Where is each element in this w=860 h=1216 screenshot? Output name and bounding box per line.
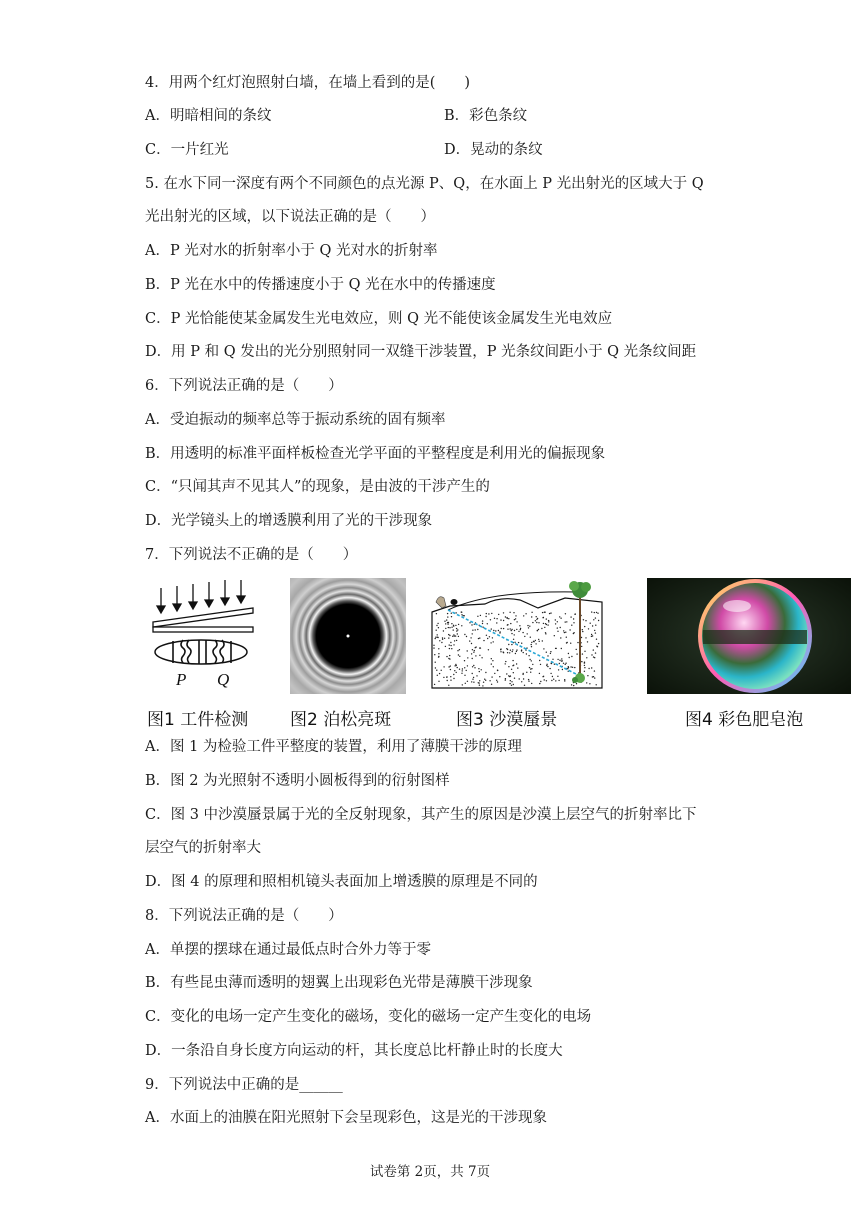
q4-option-c: C．一片红光 bbox=[145, 142, 229, 158]
figure-2-drawing bbox=[290, 578, 406, 694]
figure-4-soap-bubble bbox=[647, 578, 851, 694]
label-p: P bbox=[176, 670, 187, 689]
question-6-stem: 6．下列说法正确的是（ ） bbox=[145, 378, 343, 394]
q4-option-a: A．明暗相间的条纹 bbox=[145, 108, 272, 124]
q4-option-b: B．彩色条纹 bbox=[444, 108, 528, 124]
figure-1-workpiece bbox=[145, 578, 257, 690]
q7-option-b: B．图 2 为光照射不透明小圆板得到的衍射图样 bbox=[145, 773, 450, 789]
figure-4-drawing bbox=[647, 578, 851, 694]
q7-option-c-line-2: 层空气的折射率大 bbox=[145, 840, 261, 856]
q7-option-a: A．图 1 为检验工件平整度的装置，利用了薄膜干涉的原理 bbox=[145, 739, 522, 755]
figure-3-drawing bbox=[430, 578, 606, 690]
q5-option-d: D．用 P 和 Q 发出的光分别照射同一双缝干涉装置，P 光条纹间距小于 Q 光条纹间距 bbox=[145, 344, 697, 360]
q8-option-b: B．有些昆虫薄而透明的翅翼上出现彩色光带是薄膜干涉现象 bbox=[145, 975, 533, 991]
q7-option-d: D．图 4 的原理和照相机镜头表面加上增透膜的原理是不同的 bbox=[145, 874, 538, 890]
question-7-figures bbox=[140, 578, 852, 728]
question-8-stem: 8．下列说法正确的是（ ） bbox=[145, 908, 343, 924]
figure-3-desert-mirage bbox=[430, 578, 606, 690]
q5-option-c: C．P 光恰能使某金属发生光电效应，则 Q 光不能使该金属发生光电效应 bbox=[145, 311, 613, 327]
q4-option-d: D．晃动的条纹 bbox=[444, 142, 543, 158]
figure-1-drawing bbox=[145, 578, 257, 690]
question-5-stem-line-2: 光出射光的区域，以下说法正确的是（ ） bbox=[145, 209, 435, 225]
figure-3-caption: 图3 沙漠蜃景 bbox=[456, 710, 558, 730]
question-9-stem: 9．下列说法中正确的是______ bbox=[145, 1077, 343, 1093]
q8-option-c: C．变化的电场一定产生变化的磁场，变化的磁场一定产生变化的电场 bbox=[145, 1009, 592, 1025]
q5-option-b: B．P 光在水中的传播速度小于 Q 光在水中的传播速度 bbox=[145, 277, 496, 293]
label-q: Q bbox=[217, 670, 230, 689]
figure-2-poisson-spot bbox=[290, 578, 406, 694]
q5-option-a: A．P 光对水的折射率小于 Q 光对水的折射率 bbox=[145, 243, 438, 259]
q6-option-b: B．用透明的标准平面样板检查光学平面的平整程度是利用光的偏振现象 bbox=[145, 446, 606, 462]
figure-1-caption: 图1 工件检测 bbox=[147, 710, 249, 730]
question-7-stem: 7．下列说法不正确的是（ ） bbox=[145, 547, 358, 563]
figure-4-caption: 图4 彩色肥皂泡 bbox=[685, 710, 804, 730]
q6-option-c: C．“只闻其声不见其人”的现象，是由波的干涉产生的 bbox=[145, 479, 490, 495]
question-5-stem-line-1: 5. 在水下同一深度有两个不同颜色的点光源 P、Q，在水面上 P 光出射光的区域大于 Q bbox=[145, 176, 704, 192]
q8-option-a: A．单摆的摆球在通过最低点时合外力等于零 bbox=[145, 942, 431, 958]
figure-2-caption: 图2 泊松亮斑 bbox=[290, 710, 392, 730]
q7-option-c-line-1: C．图 3 中沙漠蜃景属于光的全反射现象，其产生的原因是沙漠上层空气的折射率比下 bbox=[145, 807, 697, 823]
q9-option-a: A．水面上的油膜在阳光照射下会呈现彩色，这是光的干涉现象 bbox=[145, 1110, 547, 1126]
page-footer: 试卷第 2页，共 7页 bbox=[369, 1164, 491, 1180]
q6-option-a: A．受迫振动的频率总等于振动系统的固有频率 bbox=[145, 412, 446, 428]
q6-option-d: D．光学镜头上的增透膜利用了光的干涉现象 bbox=[145, 513, 433, 529]
question-4-stem: 4．用两个红灯泡照射白墙，在墙上看到的是( ) bbox=[145, 75, 471, 91]
q8-option-d: D．一条沿自身长度方向运动的杆，其长度总比杆静止时的长度大 bbox=[145, 1043, 563, 1059]
